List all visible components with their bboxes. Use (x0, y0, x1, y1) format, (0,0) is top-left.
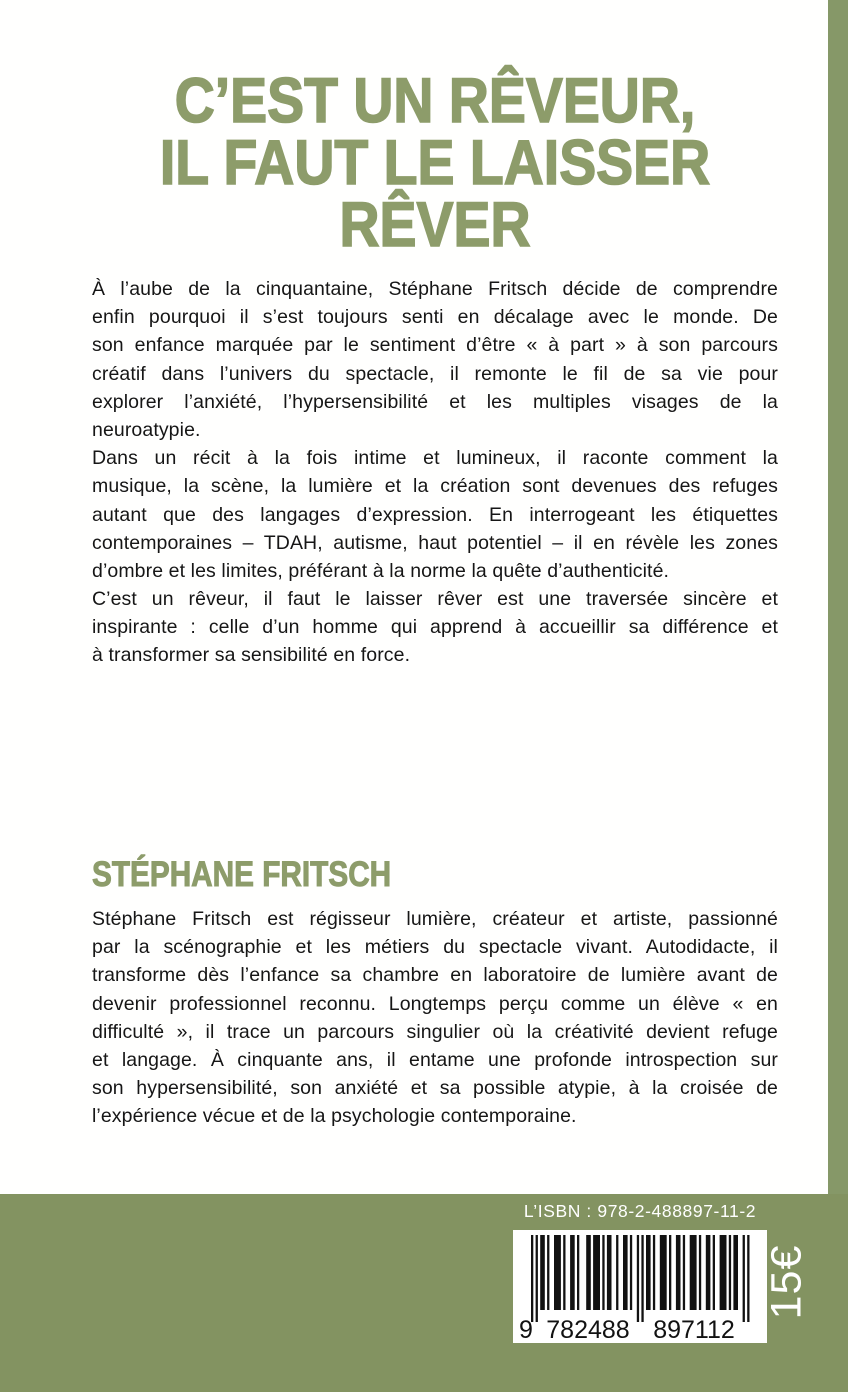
barcode-digit-group-1: 9 (519, 1316, 533, 1343)
bio-line: son hypersensibilité, son anxiété et sa possible atypie, à la croisée de (92, 1077, 778, 1100)
synopsis-line: inspirante : celle d’un homme qui apprend à accueillir sa différence et (92, 616, 778, 639)
title-line-3: RÊVER (339, 190, 531, 260)
barcode-box (513, 1230, 767, 1343)
bio-line: et langage. À cinquante ans, il entame une profonde introspection sur (92, 1048, 778, 1071)
barcode-digit-group-2: 782488 (546, 1316, 630, 1343)
price-label: 15€ (762, 1244, 811, 1320)
synopsis-line: Dans un récit à la fois intime et lumineux, il raconte comment la (92, 447, 778, 470)
synopsis-line: enfin pourquoi il s’est toujours senti en décalage avec le monde. De (92, 306, 778, 329)
title-line-2: IL FAUT LE LAISSER (159, 128, 711, 198)
synopsis-line: son enfance marquée par le sentiment d’être « à part » à son parcours (92, 334, 778, 357)
author-name-heading: STÉPHANE FRITSCH (92, 855, 392, 894)
bio-line: devenir professionnel reconnu. Longtemps perçu comme un élève « en (92, 992, 778, 1015)
title-line-1: C’EST UN RÊVEUR, (174, 66, 696, 136)
synopsis-line: explorer l’anxiété, l’hypersensibilité et les multiples visages de la (92, 390, 778, 413)
synopsis-line: À l’aube de la cinquantaine, Stéphane Fritsch décide de comprendre (92, 278, 778, 300)
synopsis-line: d’ombre et les limites, préférant à la norme la quête d’authenticité. (92, 559, 670, 582)
synopsis-line: neuroatypie. (92, 418, 201, 441)
barcode-digit-group-3: 897112 (653, 1316, 735, 1343)
isbn-label: L’ISBN : 978-2-488897-11-2 (523, 1201, 757, 1221)
synopsis-line: contemporaines – TDAH, autisme, haut potentiel – il en révèle les zones (92, 531, 778, 554)
synopsis-line: musique, la scène, la lumière et la création sont devenues des refuges (92, 475, 778, 498)
synopsis-line: à transformer sa sensibilité en force. (92, 644, 411, 667)
bio-line: l’expérience vécue et de la psychologie contemporaine. (92, 1105, 577, 1128)
synopsis (92, 275, 778, 670)
footer-band (0, 1194, 848, 1392)
bio-line: par la scénographie et les métiers du spectacle vivant. Autodidacte, il (92, 936, 778, 959)
book-title (92, 66, 778, 260)
ean-barcode-icon (513, 1230, 767, 1343)
synopsis-line: C’est un rêveur, il faut le laisser rêver est une traversée sincère et (92, 588, 778, 611)
spine-stripe (828, 0, 848, 1392)
bio-line: Stéphane Fritsch est régisseur lumière, créateur et artiste, passionné (92, 908, 778, 930)
bio-line: transforme dès l’enfance sa chambre en laboratoire de lumière avant de (92, 964, 778, 987)
synopsis-line: autant que des langages d’expression. En interrogeant les étiquettes (92, 503, 778, 526)
synopsis-line: créatif dans l’univers du spectacle, il remonte le fil de sa vie pour (92, 362, 778, 385)
author-bio (92, 905, 778, 1131)
bio-line: difficulté », il trace un parcours singulier où la créativité devient refuge (92, 1020, 778, 1043)
